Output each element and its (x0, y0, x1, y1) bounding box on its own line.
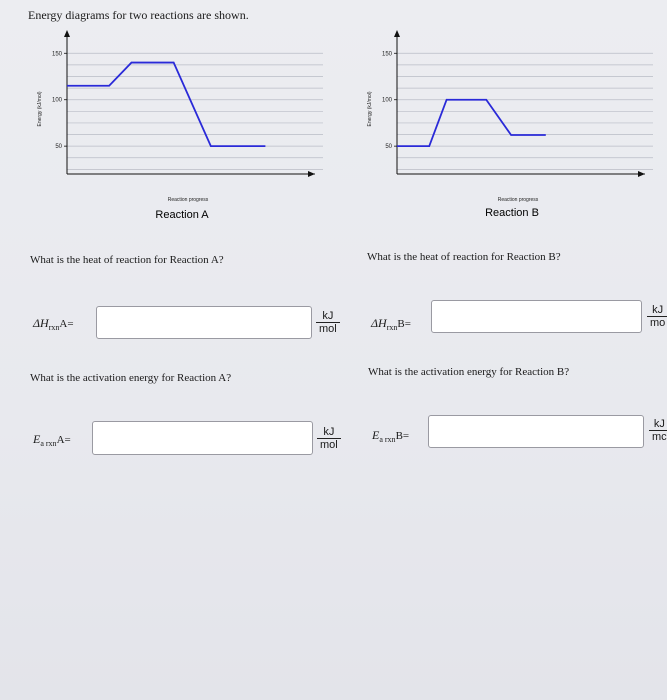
chart-a-y-tick-label: 100 (51, 97, 62, 104)
delta-h-b-label: $\Delta H_{rxn}B=$ (371, 316, 411, 332)
chart-a-title: Reaction A (155, 209, 209, 221)
question-heat-a: What is the heat of reaction for Reaction A? (30, 254, 224, 266)
chart-a-x-axis-title: Reaction progress (167, 197, 209, 203)
chart-a-y-tick-label: 150 (51, 51, 62, 58)
chart-a-y-tick-label: 50 (55, 144, 62, 151)
question-activation-a: What is the activation energy for Reaction A? (30, 372, 232, 384)
delta-h-a-label: $\Delta H_{rxn}A=$ (33, 316, 74, 332)
delta-h-b-unit: $\frac{kJ}{mo}$ (647, 304, 667, 329)
chart-a-x-axis-arrow (308, 171, 315, 177)
question-heat-b: What is the heat of reaction for Reaction B? (367, 251, 561, 263)
intro-text: Energy diagrams for two reactions are shown. (28, 8, 249, 22)
chart-b-axes (394, 30, 645, 177)
chart-b-x-axis-title: Reaction progress (497, 197, 539, 203)
energy-chart-reaction-a (30, 28, 330, 228)
chart-b-title: Reaction B (485, 207, 539, 219)
ea-a-unit: kJ mol (317, 426, 341, 451)
delta-h-b-input[interactable] (431, 300, 642, 333)
chart-a-y-axis-title (37, 91, 43, 126)
chart-b-y-tick-label: 100 (381, 97, 392, 104)
ea-a-input[interactable] (92, 421, 313, 455)
delta-h-a-unit: kJ mol (316, 310, 340, 335)
chart-b-y-axis-title (367, 91, 373, 126)
chart-b-y-tick-label: 50 (385, 144, 392, 151)
chart-b-y-axis-title-text: Energy (kJ/mol) (367, 91, 373, 127)
ea-b-label: $E_{a rxn}B=$ (372, 428, 410, 444)
delta-h-a-input[interactable] (96, 306, 312, 339)
chart-a-y-axis-arrow (64, 30, 70, 37)
ea-b-unit: $\frac{kJ}{mc}$ (649, 418, 667, 443)
chart-b-x-axis-arrow (638, 171, 645, 177)
ea-b-input[interactable] (428, 415, 644, 448)
chart-a-energy-profile-line (67, 63, 265, 147)
energy-chart-reaction-b (360, 28, 660, 228)
chart-b-grid (397, 53, 653, 169)
chart-a-axes (64, 30, 315, 177)
chart-b-y-axis-arrow (394, 30, 400, 37)
ea-a-label: $E_{a rxn}A=$ (33, 432, 71, 448)
chart-b-y-tick-label: 150 (381, 51, 392, 58)
question-activation-b: What is the activation energy for Reaction B? (368, 366, 570, 378)
chart-a-y-axis-title-text: Energy (kJ/mol) (37, 91, 43, 127)
